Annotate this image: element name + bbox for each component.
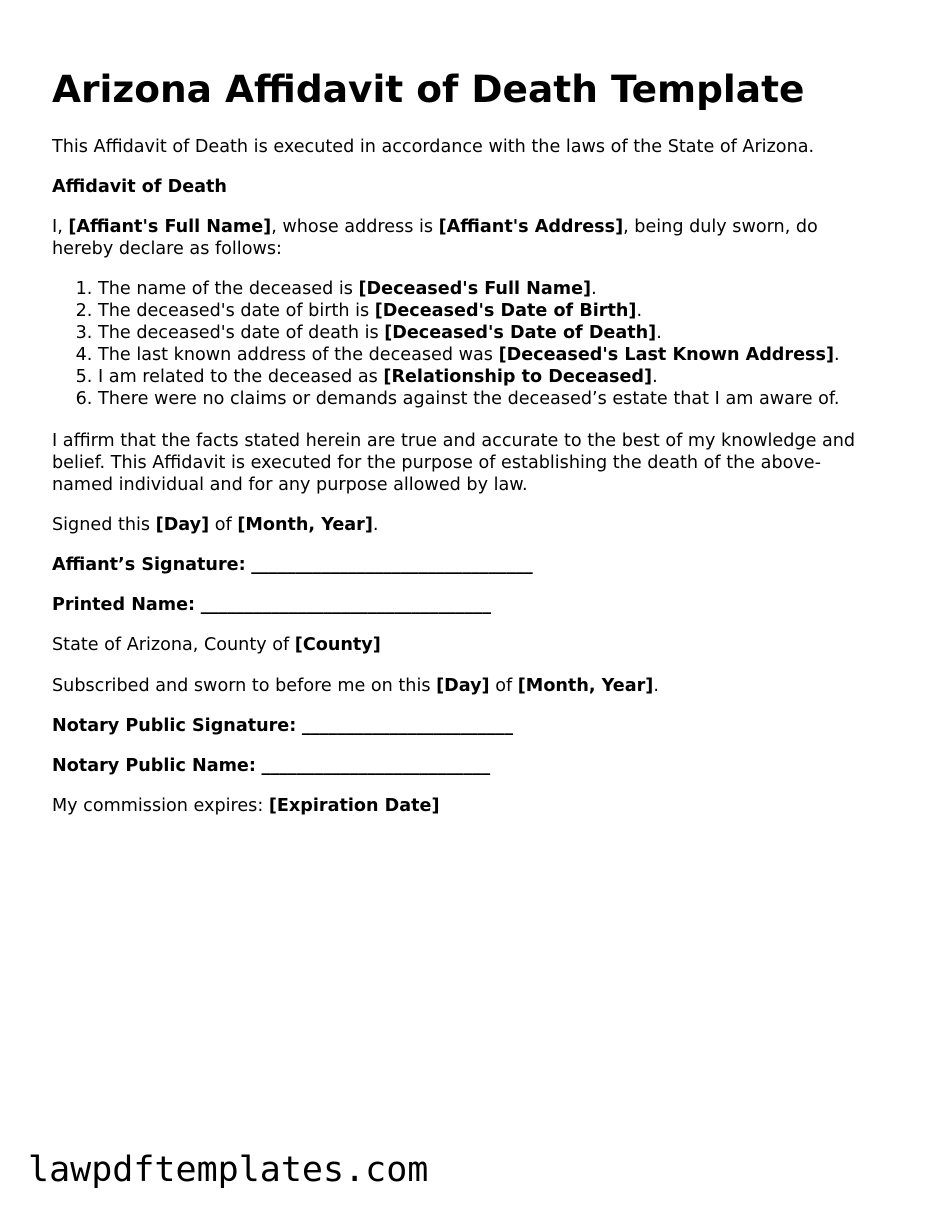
county-pre: State of Arizona, County of — [52, 635, 295, 655]
section-heading-text: Affidavit of Death — [52, 177, 227, 197]
signed-month-year-field: [Month, Year] — [237, 515, 373, 535]
county-field: [County] — [294, 635, 381, 655]
list-item — [98, 322, 840, 344]
list-item-text: The last known address of the deceased was — [98, 345, 499, 365]
subscribed-day-field: [Day] — [436, 676, 490, 696]
list-item-end: . — [656, 323, 662, 343]
list-item-end: . — [834, 345, 840, 365]
printed-name-line — [52, 594, 491, 616]
declaration-pre: I, — [52, 217, 69, 237]
subscribed-pre: Subscribed and sworn to before me on this — [52, 676, 437, 696]
notary-signature-blank[interactable]: ________________________ — [301, 716, 513, 736]
printed-name-label: Printed Name: — [52, 595, 196, 615]
notary-signature-line — [52, 715, 513, 737]
list-item-end: . — [652, 367, 658, 387]
intro-paragraph: This Affidavit of Death is executed in accordance with the laws of the State of Arizona. — [52, 137, 815, 157]
county-line — [52, 634, 381, 656]
list-item — [98, 300, 840, 322]
notary-name-blank[interactable]: __________________________ — [261, 756, 491, 776]
document-title: Arizona Affidavit of Death Template — [52, 67, 805, 111]
commission-pre: My commission expires: — [52, 796, 269, 816]
subscribed-mid: of — [489, 676, 518, 696]
signed-mid: of — [209, 515, 238, 535]
declaration-post: , being duly sworn, do hereby declare as follows: — [52, 217, 818, 259]
subscribed-month-year-field: [Month, Year] — [517, 676, 654, 696]
list-item — [98, 278, 840, 300]
list-item — [98, 344, 840, 366]
list-item-text: There were no claims or demands against the deceased’s estate that I am aware of. — [98, 389, 840, 409]
signed-date-line — [52, 514, 378, 536]
affiant-name-field: [Affiant's Full Name] — [68, 217, 272, 237]
list-item-text: I am related to the deceased as — [98, 367, 384, 387]
deceased-death-date-field: [Deceased's Date of Death] — [384, 323, 657, 343]
deceased-address-field: [Deceased's Last Known Address] — [498, 345, 834, 365]
notary-signature-label: Notary Public Signature: — [52, 716, 297, 736]
footer-brand-watermark: lawpdftemplates.com — [28, 1150, 429, 1190]
signed-post: . — [372, 515, 379, 535]
affiant-signature-blank[interactable]: ________________________________ — [251, 555, 533, 575]
deceased-name-field: [Deceased's Full Name] — [358, 279, 592, 299]
list-item — [98, 366, 840, 388]
printed-name-blank[interactable]: _________________________________ — [200, 595, 491, 615]
deceased-birth-date-field: [Deceased's Date of Birth] — [374, 301, 637, 321]
declaration-paragraph — [52, 216, 872, 260]
subscribed-line — [52, 675, 659, 697]
commission-line — [52, 795, 439, 817]
signed-pre: Signed this — [52, 515, 156, 535]
expiration-date-field: [Expiration Date] — [268, 796, 440, 816]
list-item-end: . — [636, 301, 643, 321]
list-item-text: The deceased's date of death is — [98, 323, 385, 343]
section-heading — [52, 176, 227, 198]
signed-day-field: [Day] — [155, 515, 210, 535]
notary-name-line — [52, 755, 490, 777]
declaration-list — [52, 278, 840, 410]
affiant-signature-line — [52, 554, 533, 576]
affirmation-paragraph: I affirm that the facts stated herein are true and accurate to the best of my knowledge and belief. This Affidavit is executed for the purpose of establishing the death of the above-named individual and for any purpose allowed by law. — [52, 431, 856, 495]
affiant-address-field: [Affiant's Address] — [438, 217, 624, 237]
list-item-text: The name of the deceased is — [98, 279, 359, 299]
list-item-text: The deceased's date of birth is — [98, 301, 375, 321]
relationship-field: [Relationship to Deceased] — [383, 367, 653, 387]
affiant-signature-label: Affiant’s Signature: — [52, 555, 246, 575]
declaration-mid: , whose address is — [271, 217, 439, 237]
list-item — [98, 388, 840, 410]
notary-name-label: Notary Public Name: — [52, 756, 256, 776]
subscribed-post: . — [653, 676, 659, 696]
list-item-end: . — [591, 279, 597, 299]
